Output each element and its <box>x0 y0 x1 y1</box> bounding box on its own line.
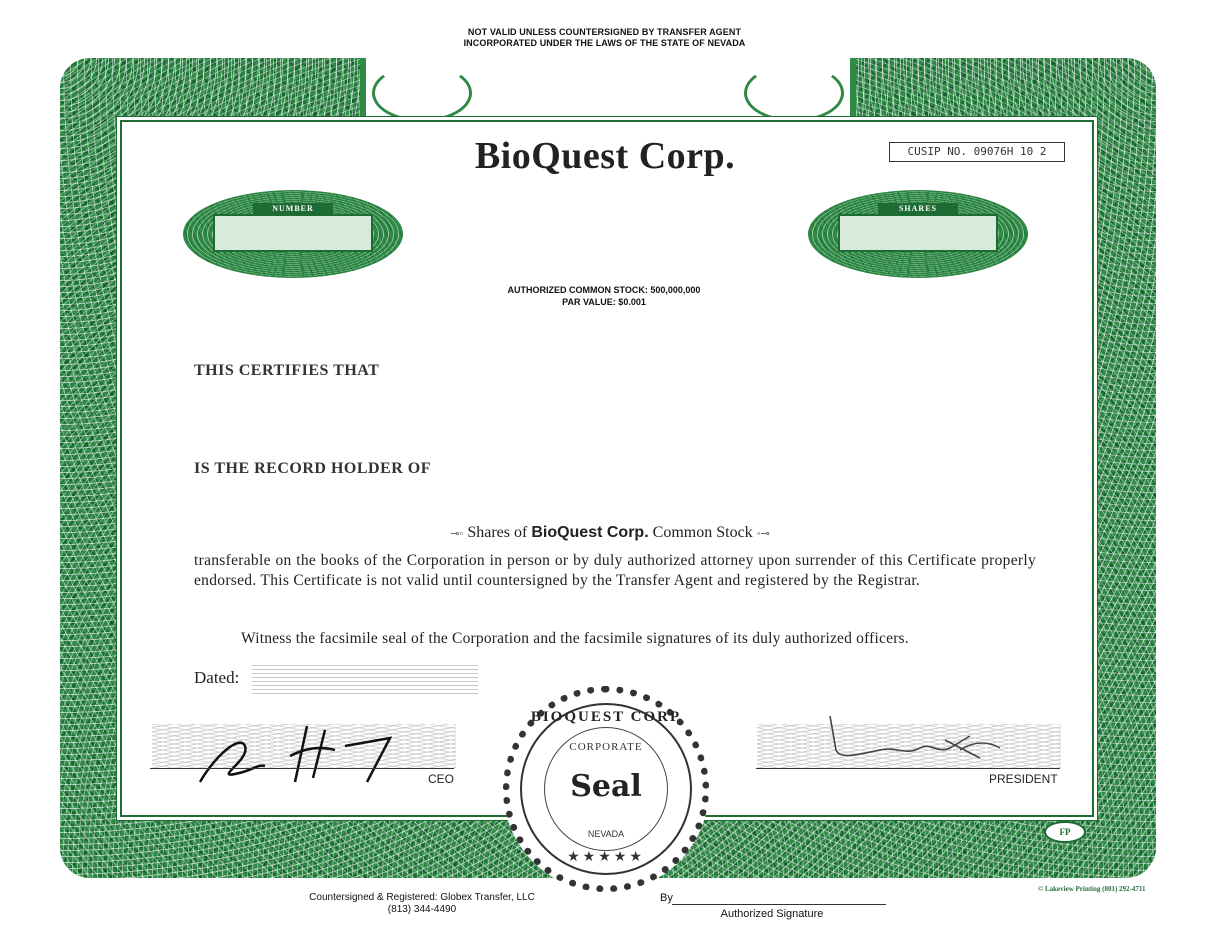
legend-line-1: NOT VALID UNLESS COUNTERSIGNED BY TRANSFER AGENT <box>467 27 742 37</box>
seal-corporate-text: CORPORATE <box>569 741 643 753</box>
dated-label: Dated: <box>194 668 240 687</box>
number-box <box>213 214 373 252</box>
dated-field <box>252 662 478 694</box>
shares-medallion <box>808 190 1028 278</box>
countersigned-text: Countersigned & Registered: Globex Transfer, LLC <box>309 892 535 903</box>
president-label: PRESIDENT <box>989 772 1058 786</box>
printer-credit: © Lakeview Printing (801) 292-4711 <box>1038 885 1146 893</box>
record-holder: IS THE RECORD HOLDER OF <box>194 460 432 477</box>
corporate-seal <box>503 686 709 892</box>
by-label: By <box>660 892 673 904</box>
countersigned-block <box>300 892 544 916</box>
shares-label: SHARES <box>878 203 958 214</box>
authorized-signature-label: Authorized Signature <box>720 908 824 920</box>
top-legend <box>0 27 1209 49</box>
transfer-agent-phone: (813) 344-4490 <box>387 904 457 915</box>
witness-text: Witness the facsimile seal of the Corporation and the facsimile signatures of its duly authorized officers. <box>241 630 909 647</box>
president-signature-line <box>756 768 1060 769</box>
cusip-number: CUSIP NO. 09076H 10 2 <box>889 142 1065 162</box>
stock-info <box>404 284 804 308</box>
authorized-signature-line <box>672 904 886 905</box>
authorized-stock: AUTHORIZED COMMON STOCK: 500,000,000 <box>507 285 701 295</box>
certifies-that: THIS CERTIFIES THAT <box>194 362 380 379</box>
shares-of-line <box>300 524 920 542</box>
left-ornament-icon: ⊸◦ <box>450 528 464 540</box>
number-medallion <box>183 190 403 278</box>
company-title: BioQuest Corp. <box>474 135 736 177</box>
number-label: NUMBER <box>253 203 333 214</box>
president-signature-icon <box>820 710 1020 770</box>
seal-top-text: BIOQUEST CORP <box>530 709 682 725</box>
seal-stars-icon: ★★★★★ <box>567 850 645 865</box>
transfer-text: transferable on the books of the Corporation in person or by duly authorized attorney upon surrender of this Certificate properly endorsed. This Certificate is not valid until countersigned by the Transfer Agent and registered by the Registrar. <box>194 552 1036 589</box>
seal-state: NEVADA <box>587 829 625 839</box>
legend-line-2: INCORPORATED UNDER THE LAWS OF THE STATE OF NEVADA <box>463 38 746 48</box>
fp-mark: FP <box>1044 821 1086 843</box>
par-value: PAR VALUE: $0.001 <box>562 297 646 307</box>
ceo-signature-icon <box>195 716 405 788</box>
shares-of-suffix: Common Stock <box>652 524 753 541</box>
left-scroll-ornament <box>372 64 472 122</box>
seal-word: Seal <box>570 769 642 804</box>
right-scroll-ornament <box>744 64 844 122</box>
right-ornament-icon: ◦⊸ <box>756 528 770 540</box>
ceo-signature-line <box>150 768 454 769</box>
ceo-label: CEO <box>428 772 455 786</box>
shares-of-prefix: Shares of <box>467 524 528 541</box>
shares-of-company: BioQuest Corp. <box>531 524 649 541</box>
shares-box <box>838 214 998 252</box>
